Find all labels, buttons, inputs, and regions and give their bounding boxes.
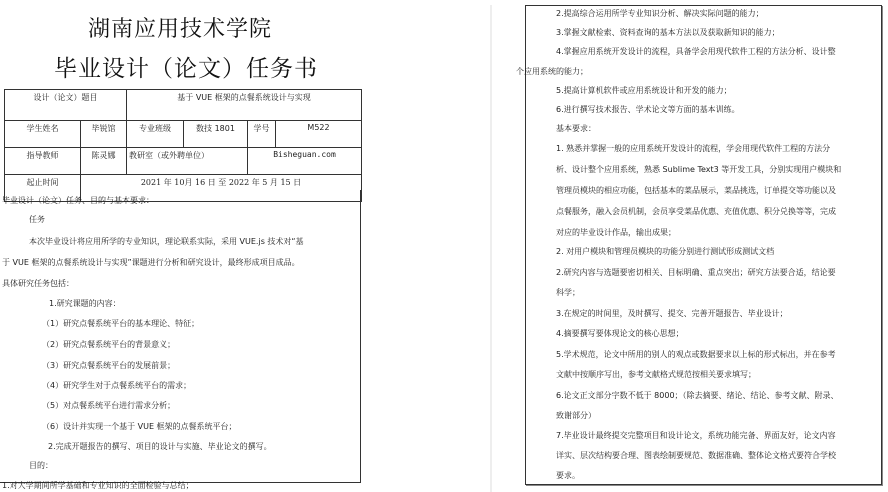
paragraph-line: 4.摘要撰写要体现论文的核心思想； (556, 329, 684, 338)
paragraph-line: 析、设计整个应用系统，熟悉 Sublime Text3 等开发工具，分别实现用户模块和 (556, 165, 842, 174)
paragraph-line: （3）研究点餐系统平台的发展前景； (42, 361, 176, 370)
paragraph-line: 于 VUE 框架的点餐系统设计与实现”课题进行分析和研究设计，最终形成项目成品。 (2, 258, 300, 267)
paragraph-line: 1. 熟悉并掌握一般的应用系统开发设计的流程，学会用现代软件工程的方法分 (556, 144, 831, 153)
section-heading: 基本要求： (556, 124, 596, 133)
id-label: 学号 (248, 121, 276, 148)
paragraph-line: 要求。 (556, 471, 580, 480)
paragraph-line: 7.毕业设计最终提交完整项目和设计论文，系统功能完备、界面友好，论文内容 (556, 431, 836, 440)
paragraph-line: 详实、层次结构要合理、图表绘制要规范、数据准确、整体论文格式要符合学校 (556, 451, 836, 460)
paragraph-line: 3.掌握文献检索、资料查询的基本方法以及获取新知识的能力； (556, 28, 780, 37)
student-value: 毕锐馆 (81, 121, 127, 148)
teacher-value: 陈灵娜 (81, 148, 127, 175)
paragraph-line: 个应用系统的能力； (516, 67, 588, 76)
table-row (5, 148, 362, 175)
table-row (5, 121, 362, 148)
right-page (516, 5, 882, 485)
paragraph-line: 2. 对用户模块和管理员模块的功能分别进行测试形成测试文档 (556, 247, 775, 256)
document-title: 毕业设计（论文）任务书 (54, 56, 318, 82)
table-row (5, 90, 362, 121)
left-page (0, 0, 372, 492)
teacher-label: 指导教师 (5, 148, 81, 175)
dept-value: Bisheguan.com (248, 148, 362, 175)
paragraph-line: 目的： (29, 461, 53, 470)
page-divider (490, 5, 492, 492)
period-value: 2021 年 10月 16 日 至 2022 年 5 月 15 日 (81, 175, 362, 202)
info-table (4, 89, 362, 202)
paragraph-line: 本次毕业设计将应用所学的专业知识，理论联系实际，采用 VUE.js 技术对“基 (29, 237, 304, 246)
paragraph-line: 2.完成开题报告的撰写、项目的设计与实施、毕业论文的撰写。 (48, 442, 272, 451)
student-label: 学生姓名 (5, 121, 81, 148)
paragraph-line: 点餐服务，融入会员机制，会员享受菜品优惠、充值优惠、积分兑换等等，完成 (556, 207, 836, 216)
paragraph-line: 5.提高计算机软件或应用系统设计和开发的能力； (556, 86, 732, 95)
paragraph-line: （5）对点餐系统平台进行需求分析； (42, 401, 176, 410)
dept-label: 教研室（或外聘单位） (127, 148, 248, 175)
paragraph-line: 1.研究课题的内容： (49, 299, 121, 308)
class-value: 数技 1801 (184, 121, 248, 148)
paragraph-line: 3.在规定的时间里，及时撰写、提交、完善开题报告、毕业设计； (556, 309, 788, 318)
paragraph-line: （6）设计并实现一个基于 VUE 框架的点餐系统平台； (42, 422, 237, 431)
paragraph-line: （2）研究点餐系统平台的背景意义； (42, 340, 176, 349)
paragraph-line: 2.研究内容与选题要密切相关、目标明确、重点突出；研究方法要合适，结论要 (556, 268, 836, 277)
paragraph-line: 5.学术规范，论文中所用的别人的观点或数据要求以上标的形式标出，并在参考 (556, 350, 836, 359)
paragraph-line: （1）研究点餐系统平台的基本理论、特征； (42, 319, 200, 328)
section-heading: 毕业设计（论文）任务、目的与基本要求： (2, 196, 154, 205)
paragraph-line: 对应的毕业设计作品，输出成果； (556, 228, 676, 237)
paragraph-line: 任务 (29, 215, 45, 224)
paragraph-line: 1.对大学期间所学基础和专业知识的全面检验与总结； (2, 481, 194, 490)
paragraph-line: （4）研究学生对于点餐系统平台的需求； (42, 381, 192, 390)
class-label: 专业班级 (127, 121, 184, 148)
paragraph-line: 6.进行撰写技术报告、学术论文等方面的基本训练。 (556, 105, 740, 114)
topic-value: 基于 VUE 框架的点餐系统设计与实现 (127, 90, 362, 121)
paragraph-line: 科学； (556, 288, 580, 297)
id-value: M522 (276, 121, 362, 148)
paragraph-line: 4.掌握应用系统开发设计的流程，具备学会用现代软件工程的方法分析、设计整 (556, 47, 836, 56)
school-name: 湖南应用技术学院 (87, 17, 272, 42)
task-section (0, 190, 361, 490)
topic-label: 设计（论文）题目 (5, 90, 127, 121)
paragraph-line: 6.论文正文部分字数不低于 8000；（除去摘要、绪论、结论、参考文献、附录、 (556, 391, 839, 400)
paragraph-line: 2.提高综合运用所学专业知识分析、解决实际问题的能力； (556, 9, 764, 18)
paragraph-line: 文献中按顺序写出，参考文献格式规范按相关要求填写； (556, 370, 756, 379)
paragraph-line: 具体研究任务包括： (2, 279, 74, 288)
paragraph-line: 管理员模块的相应功能，包括基本的菜品展示，菜品挑选，订单提交等功能以及 (556, 186, 836, 195)
period-label: 起止时间 (5, 175, 81, 202)
paragraph-line: 致谢部分） (556, 411, 596, 420)
